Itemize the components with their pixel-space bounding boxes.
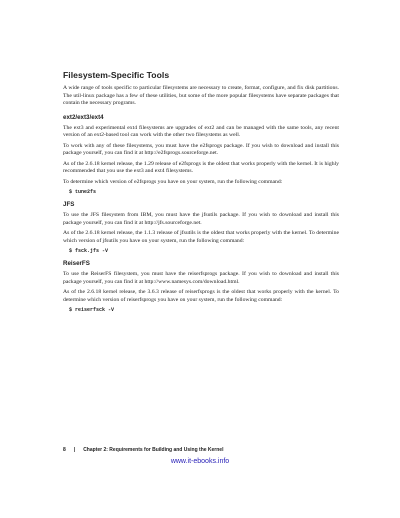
subsection-heading-ext: ext2/ext3/ext4 [63, 113, 104, 121]
paragraph: To determine which version of e2fsprogs you have on your system, run the following command: [63, 178, 283, 185]
page-number: 8 [63, 447, 66, 453]
footer-separator: | [73, 447, 76, 453]
section-title: Filesystem-Specific Tools [63, 70, 170, 80]
code-command: $ tune2fs [69, 189, 97, 195]
paragraph: To use the ReiserFS filesystem, you must have the reiserfsprogs package. If you wish to download and install this package yourself, you can find it at http://www.namesys.com/download.html. [63, 271, 339, 285]
intro-paragraph: A wide range of tools specific to particular filesystems are necessary to create, format, configure, and fix disk partitions. The util-linux package has a few of these utilities, but some of the more popular filesystems have separate packages that contain the necessary programs. [63, 85, 339, 106]
paragraph: As of the 2.6.18 kernel release, the 3.6.3 release of reiserfsprogs is the oldest that works properly with the kernel. To determine which version of reiserfsprogs you have on your system, run the following command: [63, 289, 339, 303]
code-command: $ fsck.jfs -V [69, 248, 109, 254]
code-command: $ reiserfsck -V [69, 307, 115, 313]
paragraph: As of the 2.6.18 kernel release, the 1.1.3 release of jfsutils is the oldest that works properly with the kernel. To determine which version of jfsutils you have on your system, run the following command: [63, 230, 339, 244]
paragraph: As of the 2.6.18 kernel release, the 1.29 release of e2fsprogs is the oldest that works properly with the kernel. It is highly recommended that you use the ext3 and ext4 filesystems. [63, 160, 339, 174]
watermark-link[interactable]: www.it-ebooks.info [170, 458, 230, 465]
subsection-heading-jfs: JFS [63, 201, 75, 208]
paragraph: To work with any of these filesystems, you must have the e2fsprogs package. If you wish to download and install this package yourself, you can find it at http://e2fsprogs.sourceforge.net. [63, 142, 339, 156]
paragraph: The ext3 and experimental ext4 filesystems are upgrades of ext2 and can be managed with the same tools, any recent version of an ext2-based tool can work with the other two filesystems as well. [63, 124, 339, 138]
chapter-title: Chapter 2: Requirements for Building and Using the Kernel [83, 447, 224, 453]
page-footer [63, 438, 339, 456]
subsection-heading-reiserfs: ReiserFS [63, 260, 90, 267]
page-content [63, 70, 339, 317]
paragraph: To use the JFS filesystem from IBM, you must have the jfsutils package. If you wish to download and install this package yourself, you can find it at http://jfs.sourceforge.net. [63, 212, 339, 226]
